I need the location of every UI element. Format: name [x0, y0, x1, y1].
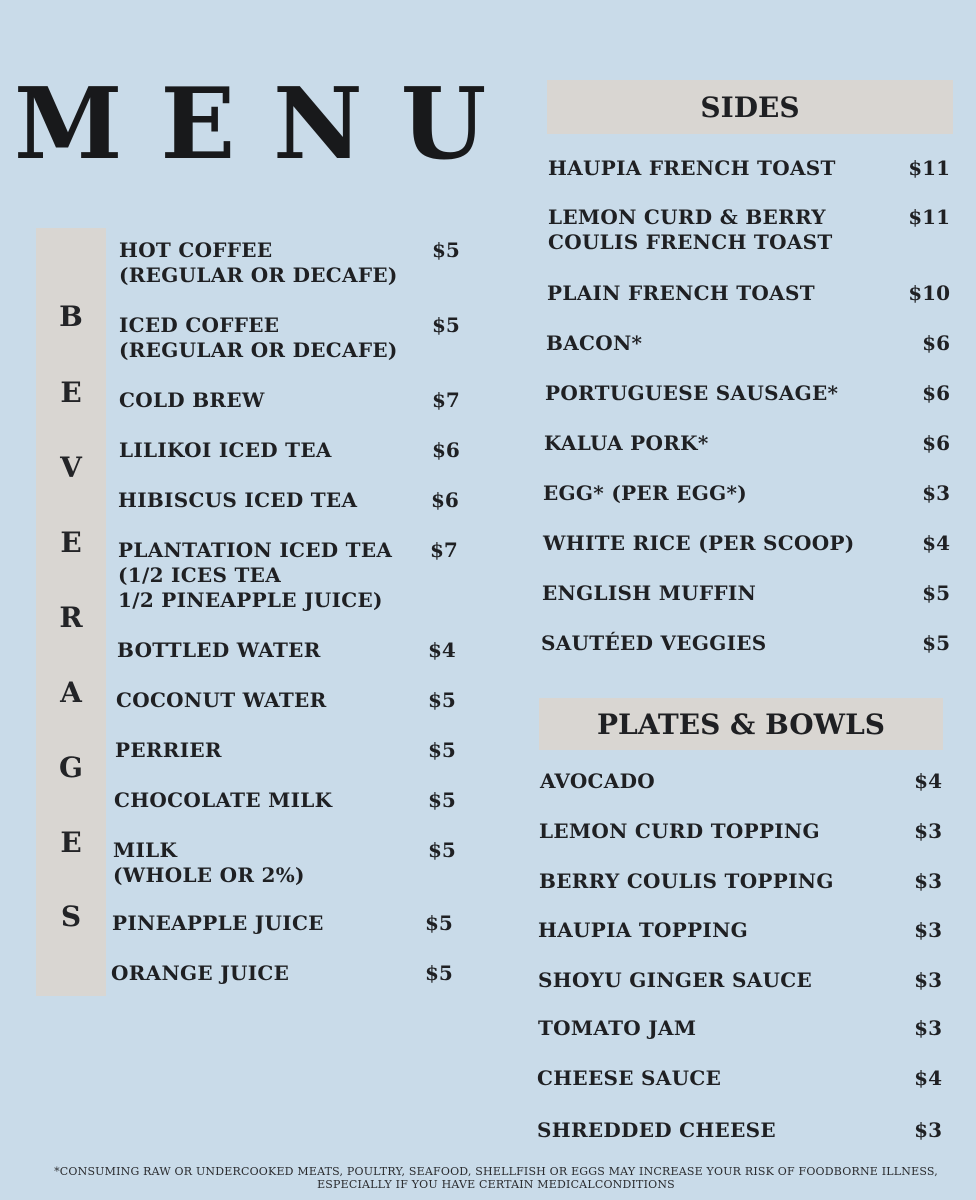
beverages-label-bar [36, 228, 106, 996]
beverages-label-letter: E [60, 376, 82, 409]
item-name: COCONUT WATER [116, 688, 327, 712]
item-name: CHEESE SAUCE [537, 1066, 722, 1090]
beverages-item [114, 788, 332, 813]
beverages-item [116, 688, 327, 713]
item-name: BACON* [546, 331, 643, 355]
item-price: $6 [431, 488, 459, 512]
sides-item [546, 331, 642, 356]
item-price: $11 [908, 156, 950, 180]
item-name: MILK [113, 838, 178, 862]
item-name: HOT COFFEE [119, 238, 273, 262]
item-price: $3 [914, 968, 942, 992]
sides-item [545, 381, 838, 406]
beverages-item [119, 388, 265, 413]
sides-item [541, 631, 767, 656]
item-name: HIBISCUS ICED TEA [118, 488, 358, 512]
item-price: $3 [914, 1118, 942, 1142]
item-subtitle: 1/2 PINEAPPLE JUICE) [118, 588, 383, 612]
menu-title: MENU [14, 67, 525, 182]
item-subtitle: (1/2 ICES TEA [118, 563, 282, 587]
sides-item [543, 481, 747, 506]
plates-item [537, 1118, 776, 1143]
sides-item [548, 156, 836, 181]
item-name: WHITE RICE (PER SCOOP) [543, 531, 855, 555]
beverages-label-letter: R [59, 601, 83, 634]
item-price: $5 [432, 238, 460, 262]
item-name: HAUPIA TOPPING [538, 918, 749, 942]
sides-item [548, 205, 833, 255]
item-name: LILIKOI ICED TEA [119, 438, 332, 462]
item-name: PERRIER [115, 738, 222, 762]
item-name: PLAIN FRENCH TOAST [547, 281, 815, 305]
beverages-item [113, 838, 305, 888]
plates-item [539, 869, 834, 894]
beverages-label-letter: A [60, 676, 82, 709]
item-price: $5 [425, 911, 453, 935]
beverages-item [111, 961, 289, 986]
item-name: PINEAPPLE JUICE [112, 911, 324, 935]
item-name: EGG* (PER EGG*) [543, 481, 747, 505]
item-name: ICED COFFEE [119, 313, 280, 337]
beverages-label-letter: S [60, 900, 82, 933]
plates-item [537, 1066, 721, 1091]
item-price: $6 [922, 381, 950, 405]
sides-item [543, 531, 855, 556]
item-name: ORANGE JUICE [111, 961, 290, 985]
item-price: $5 [922, 631, 950, 655]
beverages-item [112, 911, 324, 936]
item-name: CHOCOLATE MILK [114, 788, 333, 812]
plates-item [538, 918, 748, 943]
item-name: SHREDDED CHEESE [537, 1118, 776, 1142]
beverages-item [118, 488, 357, 513]
item-name: BOTTLED WATER [117, 638, 321, 662]
item-subtitle: (WHOLE OR 2%) [113, 863, 305, 887]
item-price: $11 [908, 205, 950, 229]
item-price: $4 [428, 638, 456, 662]
item-price: $4 [922, 531, 950, 555]
item-price: $3 [922, 481, 950, 505]
sides-item [542, 581, 756, 606]
plates-item [539, 819, 820, 844]
item-price: $7 [430, 538, 458, 562]
item-price: $4 [914, 769, 942, 793]
item-price: $6 [922, 431, 950, 455]
sides-header: SIDES [547, 80, 953, 134]
item-name: PORTUGUESE SAUSAGE* [545, 381, 839, 405]
beverages-label-letter: B [59, 300, 83, 333]
item-price: $6 [432, 438, 460, 462]
beverages-item [117, 638, 321, 663]
item-name: PLANTATION ICED TEA [118, 538, 393, 562]
item-name: KALUA PORK* [544, 431, 709, 455]
item-name: COLD BREW [119, 388, 265, 412]
beverages-item [118, 538, 392, 613]
beverages-label-letter: E [60, 826, 82, 859]
item-name: SHOYU GINGER SAUCE [538, 968, 813, 992]
item-subtitle: COULIS FRENCH TOAST [548, 230, 833, 254]
item-price: $4 [914, 1066, 942, 1090]
beverages-label-letter: V [60, 451, 82, 484]
item-name: AVOCADO [540, 769, 655, 793]
item-name: HAUPIA FRENCH TOAST [548, 156, 836, 180]
item-name: BERRY COULIS TOPPING [539, 869, 834, 893]
item-price: $3 [914, 918, 942, 942]
item-price: $5 [428, 688, 456, 712]
plates-item [538, 968, 812, 993]
item-price: $5 [922, 581, 950, 605]
item-name: LEMON CURD & BERRY [548, 205, 826, 229]
item-name: SAUTÉED VEGGIES [541, 631, 767, 655]
item-subtitle: (REGULAR OR DECAFE) [119, 263, 398, 287]
item-price: $5 [428, 838, 456, 862]
item-price: $5 [425, 961, 453, 985]
disclaimer-line-2: ESPECIALLY IF YOU HAVE CERTAIN MEDICALCONDITIONS [317, 1178, 675, 1191]
item-price: $3 [914, 819, 942, 843]
item-name: TOMATO JAM [538, 1016, 697, 1040]
plates-bowls-header: PLATES & BOWLS [539, 698, 943, 750]
item-price: $10 [908, 281, 950, 305]
beverages-label-letter: G [59, 751, 83, 784]
item-price: $3 [914, 1016, 942, 1040]
item-price: $6 [922, 331, 950, 355]
item-price: $5 [428, 738, 456, 762]
item-price: $7 [432, 388, 460, 412]
sides-item [547, 281, 815, 306]
item-name: ENGLISH MUFFIN [542, 581, 757, 605]
item-price: $3 [914, 869, 942, 893]
beverages-item [115, 738, 222, 763]
beverages-item [119, 313, 398, 363]
item-price: $5 [432, 313, 460, 337]
item-name: LEMON CURD TOPPING [539, 819, 820, 843]
allergy-disclaimer [40, 1165, 952, 1191]
plates-item [540, 769, 655, 794]
beverages-item [119, 438, 332, 463]
sides-item [544, 431, 709, 456]
disclaimer-line-1: *CONSUMING RAW OR UNDERCOOKED MEATS, POULTRY, SEAFOOD, SHELLFISH OR EGGS MAY INCREASE YOUR RISK OF FOODBORNE ILLNESS, [54, 1165, 938, 1178]
item-price: $5 [428, 788, 456, 812]
item-subtitle: (REGULAR OR DECAFE) [119, 338, 398, 362]
beverages-label-letter: E [60, 526, 82, 559]
plates-item [538, 1016, 696, 1041]
beverages-item [119, 238, 398, 288]
